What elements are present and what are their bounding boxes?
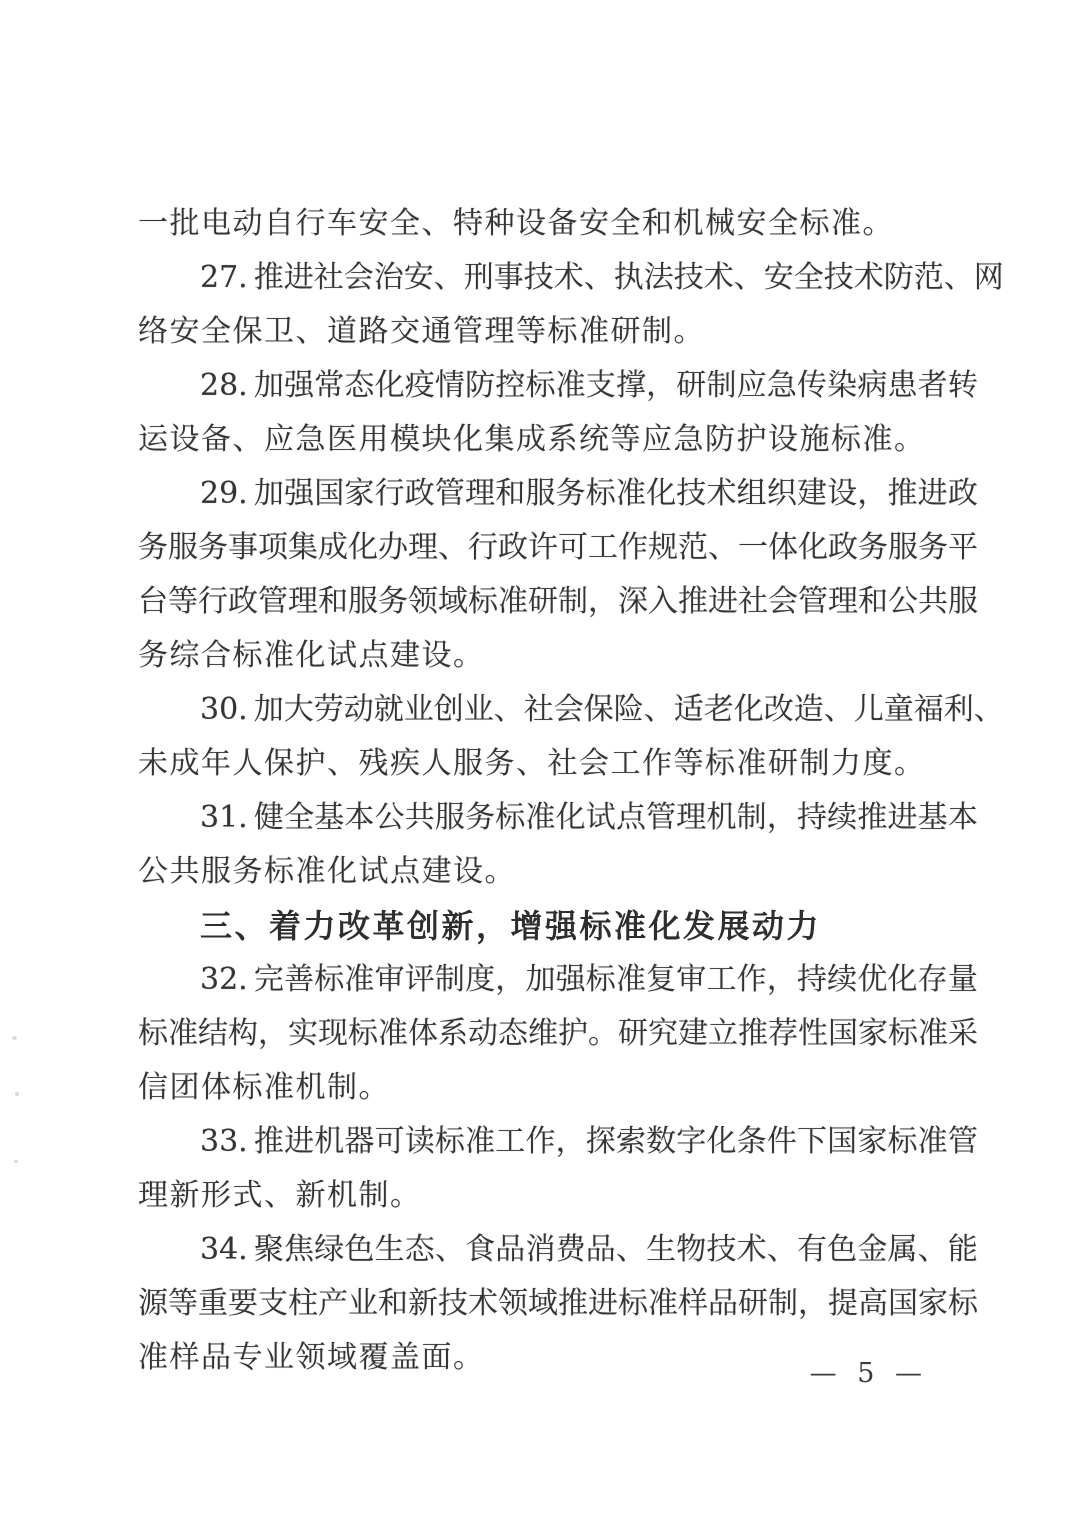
scan-speck — [12, 1036, 17, 1040]
text-line: 公共服务标准化试点建设。 — [138, 854, 516, 889]
text-line: 运设备、应急医用模块化集成系统等应急防护设施标准。 — [138, 422, 926, 457]
text-line: 台 等 行 政 管 理 和 服 务 领 域 标 准 研 制 ， 深 入 推 进 社 会 管 理 和 公 共 服 — [138, 584, 978, 619]
text-line: 31. 健 全 基 本 公 共 服 务 标 准 化 试 点 管 理 机 制 ， 持 续 推 进 基 本 — [200, 800, 978, 835]
page-number: — 5 — — [809, 1358, 928, 1389]
text-line: 信团体标准机制。 — [138, 1070, 390, 1105]
text-line: 32. 完 善 标 准 审 评 制 度 ， 加 强 标 准 复 审 工 作 ， 持 续 优 化 存 量 — [200, 962, 978, 997]
text-line: 准样品专业领域覆盖面。 — [138, 1340, 485, 1375]
text-line: 34. 聚 焦 绿 色 生 态 、 食 品 消 费 品 、 生 物 技 术 、 有 色 金 属 、 能 — [200, 1232, 978, 1267]
text-line: 30. 加 大 劳 动 就 业 创 业 、 社 会 保 险 、 适 老 化 改 造 、 儿 童 福 利 、 — [200, 692, 1004, 727]
scan-speck — [15, 1092, 19, 1096]
text-line: 33. 推 进 机 器 可 读 标 准 工 作 ， 探 索 数 字 化 条 件 下 国 家 标 准 管 — [200, 1124, 978, 1159]
document-text-column — [138, 197, 1004, 1385]
text-line: 务 服 务 事 项 集 成 化 办 理 、 行 政 许 可 工 作 规 范 、 一 体 化 政 务 服 务 平 — [138, 530, 978, 565]
section-heading: 三、着力改革创新，增强标准化发展动力 — [200, 907, 822, 945]
text-line: 理新形式、新机制。 — [138, 1178, 422, 1213]
text-line: 28. 加 强 常 态 化 疫 情 防 控 标 准 支 撑 ， 研 制 应 急 传 染 病 患 者 转 — [200, 368, 978, 403]
text-line: 27. 推 进 社 会 治 安 、 刑 事 技 术 、 执 法 技 术 、 安 全 技 术 防 范 、 网 — [200, 260, 1004, 295]
text-line: 标 准 结 构 ， 实 现 标 准 体 系 动 态 维 护 。 研 究 建 立 推 荐 性 国 家 标 准 采 — [138, 1016, 978, 1051]
scan-speck — [14, 1160, 18, 1163]
text-line: 络安全保卫、道路交通管理等标准研制。 — [138, 314, 705, 349]
text-line: 务综合标准化试点建设。 — [138, 638, 485, 673]
text-line: 29. 加 强 国 家 行 政 管 理 和 服 务 标 准 化 技 术 组 织 建 设 ， 推 进 政 — [200, 476, 978, 511]
text-line: 未成年人保护、残疾人服务、社会工作等标准研制力度。 — [138, 746, 926, 781]
text-line: 一批电动自行车安全、特种设备安全和机械安全标准。 — [138, 206, 894, 241]
text-line: 源 等 重 要 支 柱 产 业 和 新 技 术 领 域 推 进 标 准 样 品 研 制 ， 提 高 国 家 标 — [138, 1286, 978, 1321]
